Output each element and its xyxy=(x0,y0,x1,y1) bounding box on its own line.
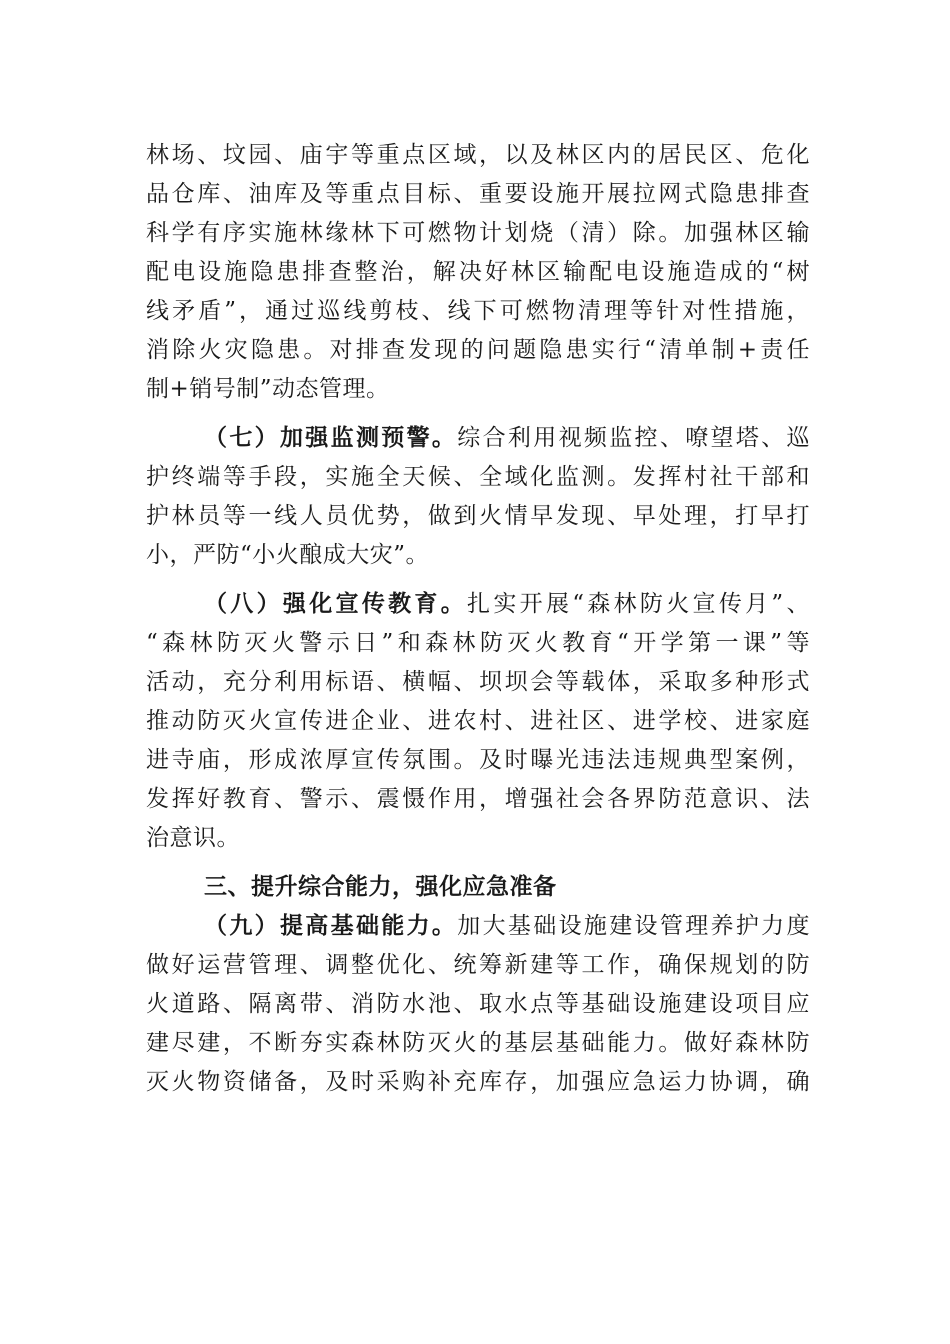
paragraph-lead-rest: 综合利用视频监控、嘹望塔、巡 xyxy=(457,425,810,451)
paragraph-first-line xyxy=(146,419,810,458)
text-line: 发挥好教育、警示、震慑作用，增强社会各界防范意识、法 xyxy=(146,786,810,812)
paragraph-monitoring-warning xyxy=(146,419,810,575)
text-line: 建尽建，不断夯实森林防灭火的基层基础能力。做好森林防 xyxy=(146,1030,810,1056)
text-line: 护林员等一线人员优势，做到火情早发现、早处理，打早打 xyxy=(146,503,810,529)
text-line: 推动防灭火宣传进企业、进农村、进社区、进学校、进家庭 xyxy=(146,708,810,734)
text-line: 林场、坟园、庙宇等重点区域，以及林区内的居民区、危化 xyxy=(146,142,810,168)
text-line: 护终端等手段，实施全天候、全域化监测。发挥村社干部和 xyxy=(146,464,810,490)
paragraph-lead-rest: 加大基础设施建设管理养护力度 xyxy=(457,913,810,939)
paragraph-lead: （八）强化宣传教育。 xyxy=(204,591,468,617)
document-body xyxy=(146,136,810,1102)
paragraph-basic-capacity xyxy=(146,907,810,1102)
text-line: 制+销号制”动态管理。 xyxy=(146,376,390,402)
paragraph-lead: （七）加强监测预警。 xyxy=(204,425,458,451)
text-line: 科学有序实施林缘林下可燃物计划烧（清）除。加强林区输 xyxy=(146,220,810,246)
text-line: 火道路、隔离带、消防水池、取水点等基础设施建设项目应 xyxy=(146,991,810,1017)
text-line: 线矛盾”，通过巡线剪枝、线下可燃物清理等针对性措施， xyxy=(146,298,810,324)
paragraph-publicity-education xyxy=(146,585,810,858)
text-line: 消除火灾隐患。对排查发现的问题隐患实行“清单制+责任 xyxy=(146,337,810,363)
text-line: 治意识。 xyxy=(146,825,240,851)
section-heading: 三、提升综合能力，强化应急准备 xyxy=(204,874,557,900)
text-line: 灭火物资储备，及时采购补充库存，加强应急运力协调，确 xyxy=(146,1069,810,1095)
paragraph-hazard-inspection xyxy=(146,136,810,409)
paragraph-first-line xyxy=(146,907,810,946)
text-line: 做好运营管理、调整优化、统筹新建等工作，确保规划的防 xyxy=(146,952,810,978)
text-line: “森林防灭火警示日”和森林防灭火教育“开学第一课”等 xyxy=(146,630,810,656)
text-line: 品仓库、油库及等重点目标、重要设施开展拉网式隐患排查 xyxy=(146,181,810,207)
text-line: 活动，充分利用标语、横幅、坝坝会等载体，采取多种形式 xyxy=(146,669,810,695)
text-line: 小，严防“小火酿成大灾”。 xyxy=(146,542,430,568)
paragraph-lead-rest: 扎实开展“森林防火宣传月”、 xyxy=(467,591,810,617)
paragraph-lead: （九）提高基础能力。 xyxy=(204,913,458,939)
text-line: 配电设施隐患排查整治，解决好林区输配电设施造成的“树 xyxy=(146,259,810,285)
paragraph-first-line xyxy=(146,585,810,624)
text-line: 进寺庙，形成浓厚宣传氛围。及时曝光违法违规典型案例， xyxy=(146,747,810,773)
